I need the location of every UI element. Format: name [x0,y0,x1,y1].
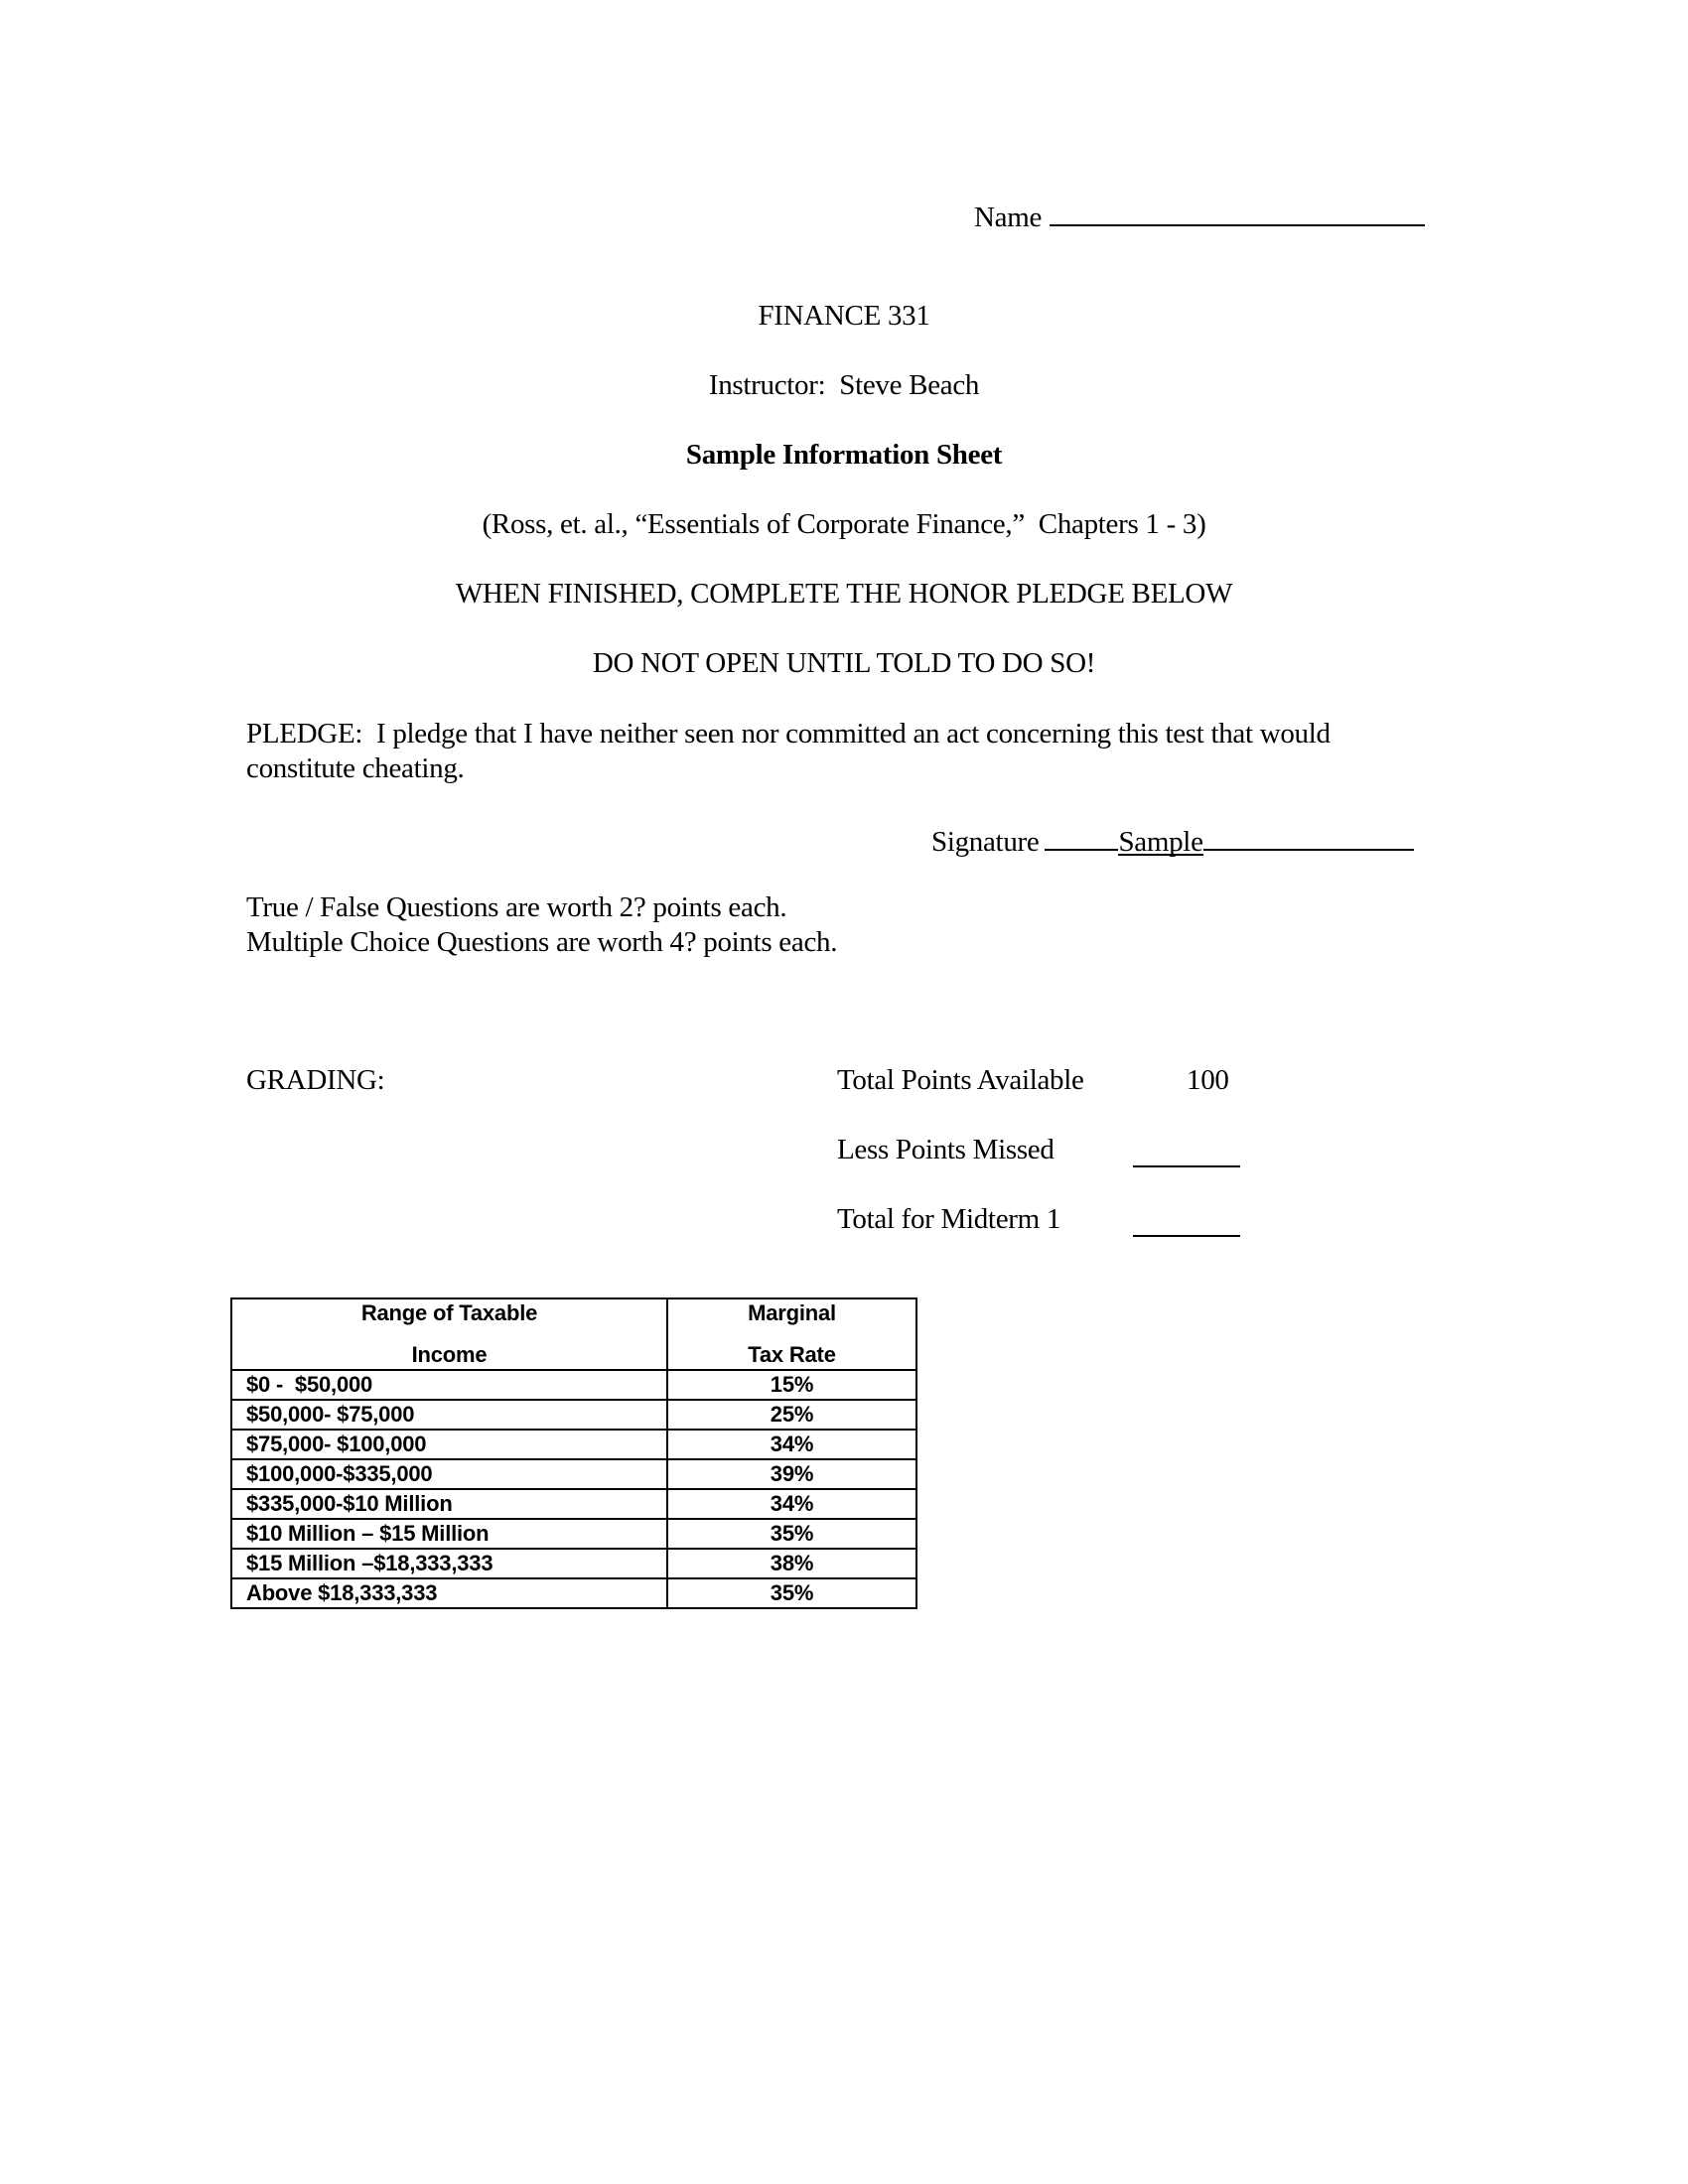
instructor-line [0,369,1688,402]
header-income-range: Range of Taxable Income [231,1298,667,1370]
grading-row-label: Total for Midterm 1 [837,1203,1061,1235]
income-range-cell: $50,000- $75,000 [231,1400,667,1430]
table-row [231,1519,916,1549]
textbook-reference: (Ross, et. al., “Essentials of Corporate Finance,” Chapters 1 - 3) [482,508,1206,540]
table-row [231,1578,916,1608]
signature-blank-post[interactable] [1203,821,1414,851]
signature-blank-pre[interactable] [1045,821,1118,851]
do-not-open-warning: DO NOT OPEN UNTIL TOLD TO DO SO! [592,647,1096,679]
name-field-row [974,197,1425,234]
table-row [231,1489,916,1519]
honor-pledge-text: PLEDGE: I pledge that I have neither seen nor committed an act concerning this test that would constitute cheating. [246,718,1337,784]
table-row [231,1400,916,1430]
honor-instruction: WHEN FINISHED, COMPLETE THE HONOR PLEDGE BELOW [455,578,1233,610]
honor-instruction-line [0,578,1688,611]
income-range-cell: $10 Million – $15 Million [231,1519,667,1549]
tax-rate-cell: 34% [667,1430,916,1459]
instructor-text: Instructor: Steve Beach [708,369,980,401]
income-range-cell: $75,000- $100,000 [231,1430,667,1459]
signature-row [931,821,1414,859]
true-false-points: True / False Questions are worth 2? points each. [246,891,787,923]
signature-label: Signature [931,826,1040,858]
tax-rate-cell: 25% [667,1400,916,1430]
points-info [246,890,837,960]
grading-row-value: 100 [1187,1064,1229,1096]
midterm-total-blank[interactable] [1133,1235,1240,1237]
course-title-line [0,300,1688,333]
income-range-cell: $335,000-$10 Million [231,1489,667,1519]
tax-rate-cell: 35% [667,1578,916,1608]
grading-label: GRADING: [246,1064,385,1096]
textbook-reference-line [0,508,1688,541]
tax-rate-cell: 38% [667,1549,916,1578]
grading-row-label: Total Points Available [837,1064,1084,1096]
points-missed-blank[interactable] [1133,1165,1240,1167]
tax-rate-cell: 34% [667,1489,916,1519]
income-range-cell: $15 Million –$18,333,333 [231,1549,667,1578]
grading-row-label: Less Points Missed [837,1134,1055,1165]
table-row [231,1370,916,1400]
table-row [231,1549,916,1578]
course-title: FINANCE 331 [758,300,930,332]
multiple-choice-points: Multiple Choice Questions are worth 4? points each. [246,926,838,958]
table-header-row [231,1298,916,1370]
header-marginal-rate: Marginal Tax Rate [667,1298,916,1370]
tax-rate-cell: 39% [667,1459,916,1489]
tax-rate-cell: 35% [667,1519,916,1549]
sheet-title-line [0,439,1688,472]
table-row [231,1459,916,1489]
table-row [231,1430,916,1459]
income-range-cell: $0 - $50,000 [231,1370,667,1400]
name-label: Name [974,202,1043,233]
sheet-title: Sample Information Sheet [685,439,1003,471]
tax-rate-cell: 15% [667,1370,916,1400]
marginal-tax-rate-table [230,1297,917,1609]
income-range-cell: $100,000-$335,000 [231,1459,667,1489]
name-blank-line[interactable] [1050,197,1425,226]
signature-value[interactable]: Sample [1118,826,1203,858]
do-not-open-line [0,647,1688,680]
income-range-cell: Above $18,333,333 [231,1578,667,1608]
